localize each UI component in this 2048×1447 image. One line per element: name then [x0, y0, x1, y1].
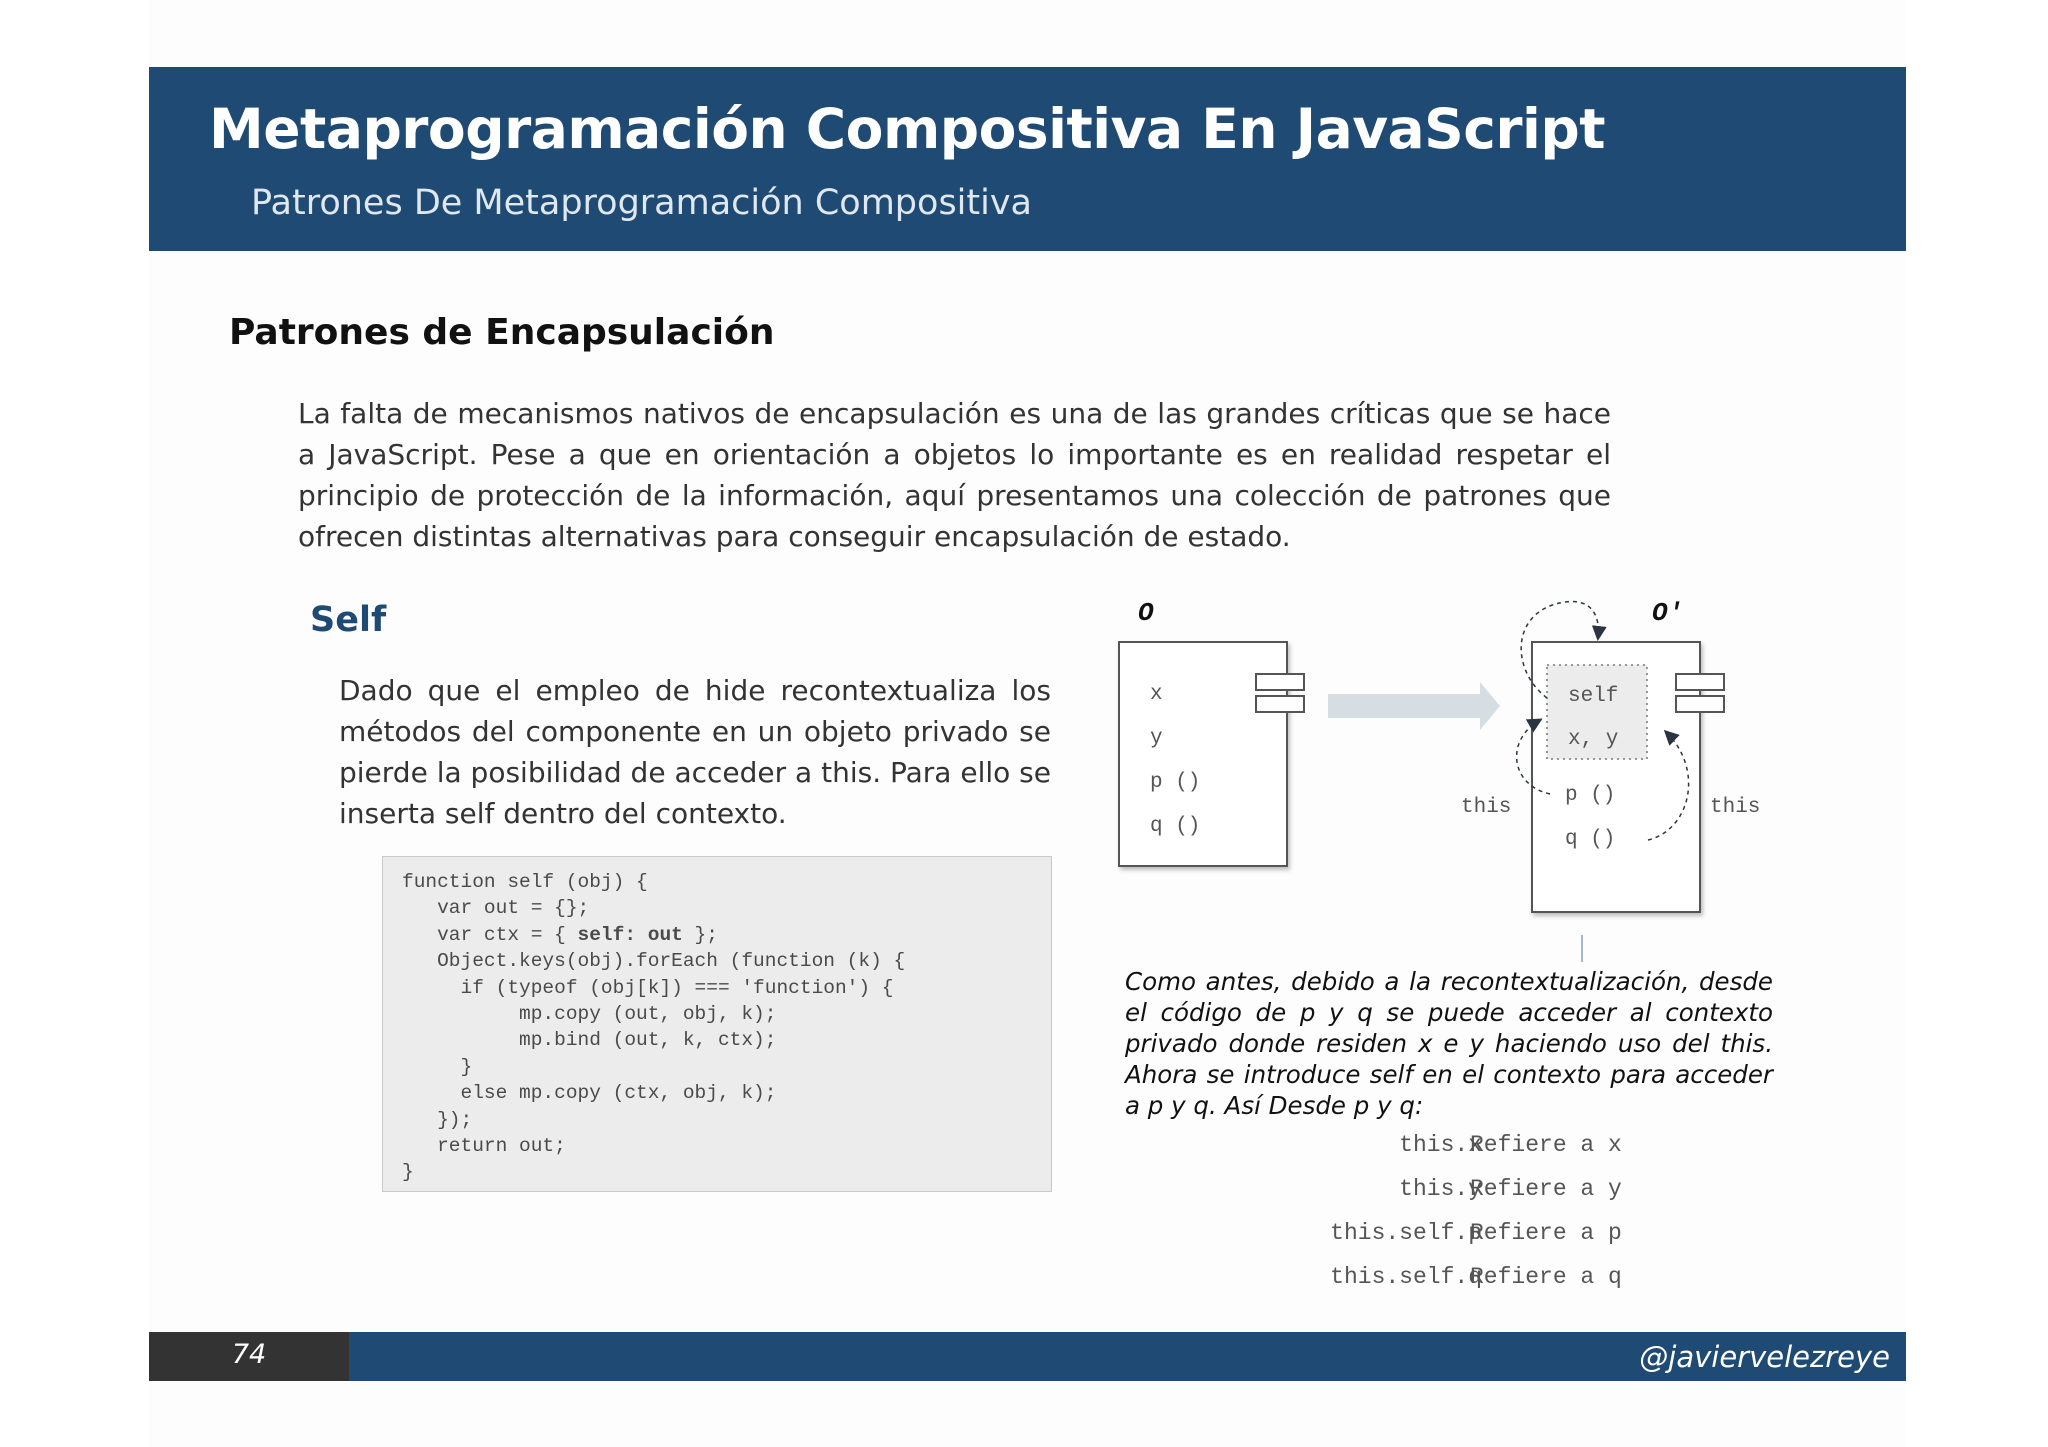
- reference-row: [1180, 1220, 1740, 1264]
- code-line: });: [402, 1108, 473, 1131]
- code-line: mp.copy (out, obj, k);: [402, 1003, 777, 1026]
- reference-description: Refiere a p: [1470, 1220, 1622, 1246]
- method-p: p (): [1565, 784, 1616, 807]
- member-q: q (): [1150, 815, 1201, 838]
- this-left-label: this: [1461, 796, 1512, 819]
- intro-paragraph: La falta de mecanismos nativos de encapsulación es una de las grandes críticas que se hace a JavaScript. Pese a que en orientación a objetos lo importante es en realidad respetar el principio de protección de la información, aquí presentamos una colección de patrones que ofrecen distintas alternativas para conseguir encapsulación de estado.: [298, 397, 1611, 553]
- port-icon: [1256, 674, 1304, 690]
- member-x: x: [1150, 683, 1163, 706]
- member-y: y: [1150, 727, 1163, 750]
- reference-row: [1180, 1176, 1740, 1220]
- member-p: p (): [1150, 771, 1201, 794]
- reference-expression: this.self.p: [1330, 1220, 1482, 1246]
- code-line: mp.bind (out, k, ctx);: [402, 1029, 777, 1052]
- code-bold-self-out: self: out: [577, 923, 683, 946]
- self-description: Dado que el empleo de hide recontextualiza los métodos del componente en un objeto privado se pierde la posibilidad de acceder a this. Para ello se inserta self dentro del contexto.: [339, 674, 1051, 830]
- this-right-label: this: [1710, 796, 1761, 819]
- code-line: var out = {};: [402, 897, 590, 920]
- port-icon: [1256, 696, 1304, 712]
- private-xy: x, y: [1568, 728, 1619, 751]
- code-line: var ctx = {: [402, 923, 578, 946]
- reference-row: [1180, 1132, 1740, 1176]
- code-line: else mp.copy (ctx, obj, k);: [402, 1082, 777, 1105]
- code-block: [382, 856, 1052, 1192]
- transform-arrow-icon: [1328, 682, 1500, 730]
- reference-row: [1180, 1264, 1740, 1308]
- section-heading: Patrones de Encapsulación: [229, 312, 775, 353]
- page-number: 74: [231, 1339, 267, 1370]
- reference-expression: this.x: [1399, 1132, 1482, 1158]
- reference-description: Refiere a y: [1470, 1176, 1622, 1202]
- reference-table: [1180, 1132, 1740, 1308]
- slide-subtitle: Patrones De Metaprogramación Compositiva: [251, 183, 1033, 223]
- code-line: function self (obj) {: [402, 871, 648, 893]
- component-diagram: [1080, 590, 1780, 970]
- label-o: O: [1138, 598, 1154, 628]
- author-handle: @javiervelezreye: [1639, 1340, 1890, 1374]
- code-line-tail: };: [682, 923, 718, 946]
- reference-expression: this.y: [1399, 1176, 1482, 1202]
- footer-bar: [149, 1332, 1906, 1381]
- code-line: if (typeof (obj[k]) === 'function') {: [402, 976, 894, 999]
- diagram-caption: Como antes, debido a la recontextualización, desde el código de p y q se puede acceder al contexto privado donde residen x e y haciendo uso del this. Ahora se introduce self en el contexto para acceder a p y q. Así Desde p y q:: [1125, 967, 1773, 1120]
- page-number-box: [149, 1332, 349, 1381]
- port-icon: [1676, 674, 1724, 690]
- port-icon: [1676, 696, 1724, 712]
- reference-description: Refiere a x: [1470, 1132, 1622, 1158]
- method-q: q (): [1565, 828, 1616, 851]
- reference-description: Refiere a q: [1470, 1264, 1622, 1290]
- code-line: Object.keys(obj).forEach (function (k) {: [402, 950, 906, 973]
- header-banner: [149, 67, 1906, 251]
- private-self: self: [1568, 685, 1619, 708]
- code-line: return out;: [402, 1135, 566, 1158]
- label-o-prime: O': [1652, 598, 1684, 628]
- code-text: [383, 857, 1051, 1186]
- code-line: }: [402, 1161, 414, 1184]
- code-line: }: [402, 1055, 473, 1078]
- self-heading: Self: [310, 600, 387, 640]
- slide-title: Metaprogramación Compositiva En JavaScript: [209, 97, 1606, 161]
- reference-expression: this.self.q: [1330, 1264, 1482, 1290]
